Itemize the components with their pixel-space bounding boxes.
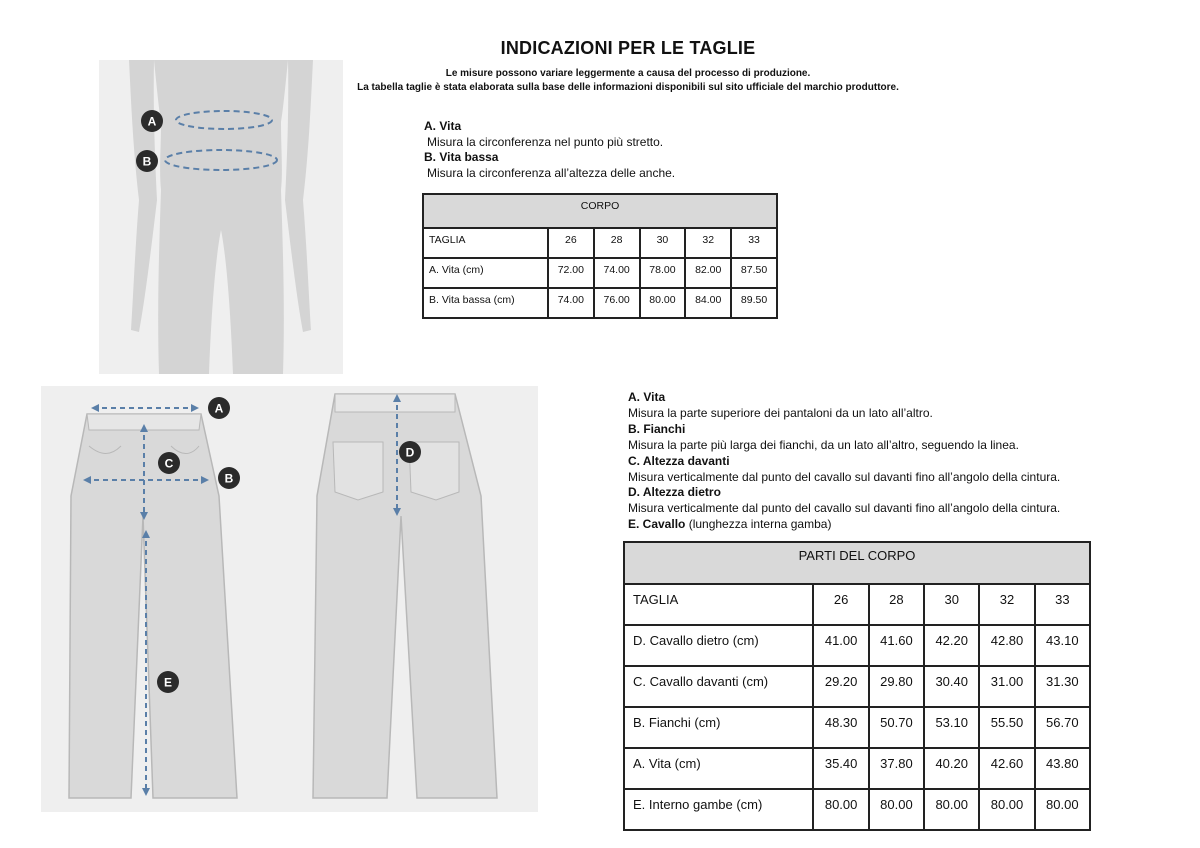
pants-legend-term-a: A. Vita: [628, 390, 666, 404]
row-label: E. Interno gambe (cm): [624, 789, 813, 830]
cell-value: 37.80: [869, 748, 924, 789]
table-row: [423, 228, 777, 258]
marker-d-icon: [399, 441, 421, 463]
table-row: [624, 625, 1090, 666]
pants-legend-desc-d: Misura verticalmente dal punto del cavallo sul davanti fino all’angolo della cintura.: [628, 501, 1061, 516]
body-marker-a-label: A: [147, 114, 157, 129]
body-marker-b-label: B: [142, 154, 152, 169]
cell-value: 43.10: [1035, 625, 1090, 666]
cell-value: 31.30: [1035, 666, 1090, 707]
row-label: A. Vita (cm): [624, 748, 813, 789]
body-table-size: 33: [731, 228, 777, 258]
pants-marker-c-label: C: [164, 456, 174, 471]
marker-b-icon: [218, 467, 240, 489]
cell-value: 30.40: [924, 666, 979, 707]
cell-value: 53.10: [924, 707, 979, 748]
pants-legend-term-b: B. Fianchi: [628, 421, 686, 436]
pants-table-size: 30: [924, 584, 979, 625]
table-row: [624, 789, 1090, 830]
pants-legend-term-c: C. Altezza davanti: [628, 453, 730, 468]
cell-value: 48.30: [813, 707, 868, 748]
pants-marker-a-label: A: [214, 401, 224, 416]
body-legend-desc-b: Misura la circonferenza all’altezza delle anche.: [427, 165, 676, 180]
body-table-size: 26: [548, 228, 594, 258]
pants-table-title: PARTI DEL CORPO: [624, 542, 1090, 584]
pants-size-table: [623, 541, 1091, 831]
row-label: B. Fianchi (cm): [624, 707, 813, 748]
pants-table-size-label: TAGLIA: [624, 584, 813, 625]
subtitle-source-note: La tabella taglie è stata elaborata sulla base delle informazioni disponibili sul sito ufficiale del marchio produttore.: [357, 82, 899, 93]
pants-legend-desc-b: Misura la parte più larga dei fianchi, da un lato all’altro, seguendo la linea.: [628, 437, 1019, 452]
cell-value: 43.80: [1035, 748, 1090, 789]
body-legend-term-b: B. Vita bassa: [424, 150, 499, 164]
cell-value: 50.70: [869, 707, 924, 748]
body-legend-desc-a: Misura la circonferenza nel punto più stretto.: [427, 134, 664, 149]
cell-value: 80.00: [640, 288, 686, 318]
marker-b-icon: [136, 150, 158, 172]
body-table-size-label: TAGLIA: [423, 228, 548, 258]
pants-marker-d-label: D: [405, 445, 415, 460]
pants-table-size: 28: [869, 584, 924, 625]
body-silhouette-figure: [99, 60, 343, 374]
body-legend: [424, 119, 784, 181]
row-label: C. Cavallo davanti (cm): [624, 666, 813, 707]
cell-value: 55.50: [979, 707, 1034, 748]
row-label: D. Cavallo dietro (cm): [624, 625, 813, 666]
cell-value: 42.60: [979, 748, 1034, 789]
pants-legend-desc-c: Misura verticalmente dal punto del cavallo sul davanti fino all’angolo della cintura.: [628, 469, 1061, 484]
subtitle-production-note: Le misure possono variare leggermente a causa del processo di produzione.: [445, 68, 811, 79]
body-table-size: 30: [640, 228, 686, 258]
cell-value: 76.00: [594, 288, 640, 318]
row-label: A. Vita (cm): [423, 258, 548, 288]
cell-value: 42.20: [924, 625, 979, 666]
table-row: [624, 666, 1090, 707]
pants-marker-e-label: E: [163, 675, 173, 690]
cell-value: 82.00: [685, 258, 731, 288]
cell-value: 41.00: [813, 625, 868, 666]
table-row: [624, 584, 1090, 625]
marker-c-icon: [158, 452, 180, 474]
marker-a-icon: [141, 110, 163, 132]
cell-value: 56.70: [1035, 707, 1090, 748]
cell-value: 80.00: [979, 789, 1034, 830]
table-row: [624, 748, 1090, 789]
marker-e-icon: [157, 671, 179, 693]
body-table-title: CORPO: [423, 194, 777, 228]
pants-table-size: 33: [1035, 584, 1090, 625]
pants-table-size: 32: [979, 584, 1034, 625]
pants-table-size: 26: [813, 584, 868, 625]
cell-value: 29.80: [869, 666, 924, 707]
cell-value: 84.00: [685, 288, 731, 318]
cell-value: 41.60: [869, 625, 924, 666]
body-table-size: 32: [685, 228, 731, 258]
cell-value: 72.00: [548, 258, 594, 288]
body-size-table: [422, 193, 778, 319]
cell-value: 29.20: [813, 666, 868, 707]
pants-measurement-figure: [41, 386, 538, 812]
pants-legend-desc-e: (lunghezza interna gamba): [685, 517, 832, 532]
pants-legend: [628, 390, 1098, 533]
pants-legend-desc-a: Misura la parte superiore dei pantaloni da un lato all’altro.: [628, 405, 933, 420]
table-row: [423, 288, 777, 318]
page-title: INDICAZIONI PER LE TAGLIE: [500, 38, 756, 58]
cell-value: 74.00: [594, 258, 640, 288]
cell-value: 80.00: [1035, 789, 1090, 830]
table-row: [624, 707, 1090, 748]
cell-value: 78.00: [640, 258, 686, 288]
cell-value: 31.00: [979, 666, 1034, 707]
pants-legend-term-d: D. Altezza dietro: [628, 485, 721, 500]
cell-value: 80.00: [813, 789, 868, 830]
cell-value: 80.00: [869, 789, 924, 830]
cell-value: 87.50: [731, 258, 777, 288]
body-table-size: 28: [594, 228, 640, 258]
row-label: B. Vita bassa (cm): [423, 288, 548, 318]
cell-value: 42.80: [979, 625, 1034, 666]
cell-value: 40.20: [924, 748, 979, 789]
table-row: [423, 258, 777, 288]
cell-value: 35.40: [813, 748, 868, 789]
marker-a-icon: [208, 397, 230, 419]
pants-marker-b-label: B: [224, 471, 234, 486]
cell-value: 74.00: [548, 288, 594, 318]
body-legend-term-a: A. Vita: [424, 119, 462, 133]
cell-value: 80.00: [924, 789, 979, 830]
pants-legend-term-e: E. Cavallo: [628, 517, 686, 532]
cell-value: 89.50: [731, 288, 777, 318]
